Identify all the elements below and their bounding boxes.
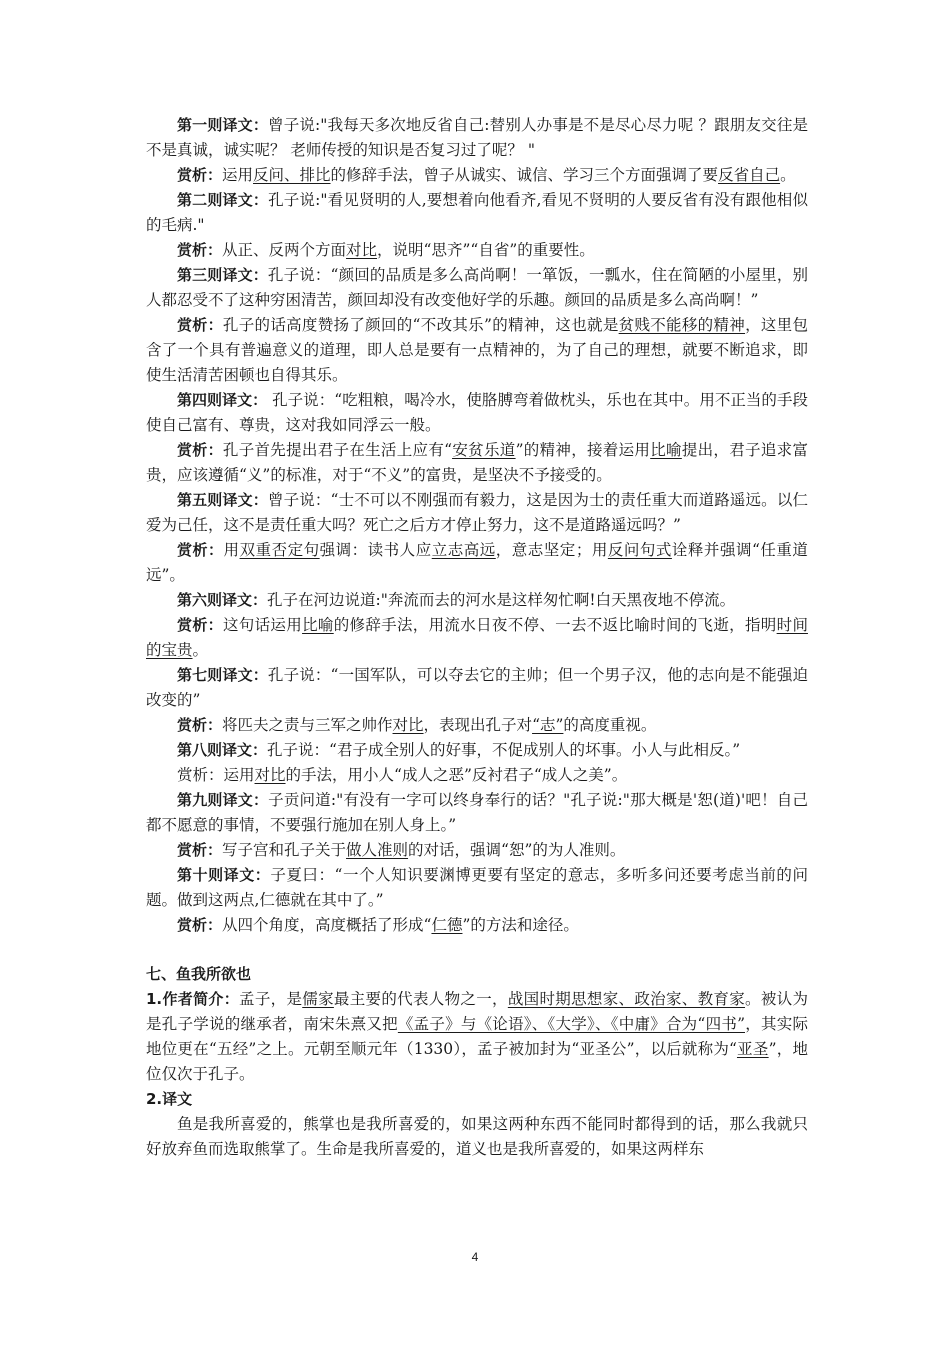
underlined-term: 比喻	[650, 441, 682, 459]
underlined-term: 反问句式	[607, 541, 672, 559]
text-run: 提出，君子追求富贵，应该遵循“义”的标准，对于“不义”的富贵，是坚决不予接受的。	[146, 441, 808, 484]
text-run: 孔子说：“颜回的品质是多么高尚啊！一箪饭，一瓢水，住在简陋的小屋里，别人都忍受不了这种穷困清苦，颜回却没有改变他好学的乐趣。颜回的品质是多么高尚啊！”	[146, 266, 808, 309]
paragraph-label: 第六则译文：	[177, 591, 268, 609]
text-run: 。被认为是孔子学说的继承者，南宋朱熹又把	[146, 990, 808, 1033]
underlined-term: 比喻	[302, 616, 334, 634]
analysis-paragraph	[146, 763, 808, 788]
underlined-term: 亚圣	[736, 1040, 769, 1058]
translation-paragraph	[146, 488, 808, 538]
text-run: ，其实际地位更在“五经”之上。元朝至顺元年（1330），孟子被加封为“亚圣公”，以后就称为“	[146, 1015, 808, 1058]
text-run: 的高度重视。	[563, 716, 657, 734]
underlined-term: “志”	[532, 716, 564, 734]
text-run: ”的方法和途径。	[462, 916, 579, 934]
text-run: 从四个角度，高度概括了形成“	[222, 916, 432, 934]
underlined-term: 立志高远	[431, 541, 496, 559]
translation-text: 鱼是我所喜爱的，熊掌也是我所喜爱的，如果这两种东西不能同时都得到的话，那么我就只好放弃鱼而选取熊掌了。生命是我所喜爱的，道义也是我所喜爱的，如果这两样东	[146, 1115, 808, 1158]
underlined-term: 对比	[346, 241, 378, 259]
paragraph-label: 第九则译文：	[177, 791, 269, 809]
paragraph-label: 赏析：	[177, 166, 223, 184]
page-number: 4	[471, 1250, 479, 1264]
text-run: 子贡问道:"有没有一字可以终身奉行的话？"孔子说:"那大概是'恕(道)'吧！自己都不愿意的事情，不要强行施加在别人身上。”	[146, 791, 808, 834]
text-run: ”的精神，接着运用	[515, 441, 651, 459]
text-run: 诠释并强调“任重道远”。	[146, 541, 808, 584]
paragraph-label: 第二则译文：	[177, 191, 269, 209]
analysis-paragraph	[146, 538, 808, 588]
underlined-term: 仁德	[431, 916, 463, 934]
paragraph-label: 第四则译文：	[177, 391, 268, 409]
text-run: ，这里包含了一个具有普遍意义的道理，即人总是要有一点精神的，为了自己的理想，就要不断追求，即使生活清苦困顿也自得其乐。	[146, 316, 808, 384]
paragraph-label: 第十则译文：	[177, 866, 271, 884]
paragraph-label: 赏析：	[177, 716, 223, 734]
text-run: 孔子说：“一国军队，可以夺去它的主帅；但一个男子汉，他的志向是不能强迫改变的”	[146, 666, 808, 709]
analysis-paragraph	[146, 313, 808, 388]
analysis-paragraph	[146, 438, 808, 488]
underlined-term: 安贫乐道	[452, 441, 516, 459]
translation-paragraph	[146, 113, 808, 163]
paragraph-label: 第七则译文：	[177, 666, 268, 684]
text-run: 的修辞手法，曾子从诚实、诚信、学习三个方面强调了要	[330, 166, 719, 184]
paragraph-label: 第三则译文：	[177, 266, 268, 284]
text-run: 运用	[222, 166, 254, 184]
underlined-term: 儒家	[302, 990, 334, 1008]
text-run: 。	[192, 641, 209, 659]
translation-paragraph	[146, 788, 808, 838]
text-run: 的手法，用小人“成人之恶”反衬君子“成人之美”。	[285, 766, 628, 784]
text-run: 写子宫和孔子关于	[222, 841, 347, 859]
text-run: 孔子说:"看见贤明的人,要想着向他看齐,看见不贤明的人要反省有没有跟他相似的毛病."	[146, 191, 808, 234]
paragraph-label: 第八则译文：	[177, 741, 268, 759]
paragraph-label: 赏析：	[177, 616, 223, 634]
text-run: 用	[223, 541, 240, 559]
paragraph-label: 第一则译文：	[177, 116, 269, 134]
text-run: 从正、反两个方面	[222, 241, 347, 259]
text-run: 这句话运用	[222, 616, 303, 634]
paragraph-label: 赏析：	[177, 441, 223, 459]
translation-paragraph	[146, 738, 808, 763]
paragraph-label: 赏析：	[177, 841, 223, 859]
author-intro-label: 1.作者简介：	[146, 990, 240, 1008]
text-run: 曾子说:"我每天多次地反省自己:替别人办事是不是尽心尽力呢 ？跟朋友交往是不是真诚，诚实呢？ 老师传授的知识是否复习过了呢？ "	[146, 116, 808, 159]
text-run: 孔子在河边说道:"奔流而去的河水是这样匆忙啊!白天黑夜地不停流。	[267, 591, 736, 609]
translation-paragraph	[146, 188, 808, 238]
analysis-paragraph	[146, 713, 808, 738]
analects-translations	[146, 113, 808, 938]
text-run: 赏析：运用	[177, 766, 255, 784]
underlined-term: 对比	[254, 766, 286, 784]
analysis-paragraph	[146, 913, 808, 938]
text-run: 孔子说：“吃粗粮，喝冷水，使胳膊弯着做枕头，乐也在其中。用不正当的手段使自己富有、尊贵，这对我如同浮云一般。	[146, 391, 808, 434]
underlined-term: 反问、排比	[253, 166, 331, 184]
text-run: ，说明“思齐”“自省”的重要性。	[377, 241, 595, 259]
text-run: 。	[780, 166, 796, 184]
underlined-term: 贫贱不能移的精神	[618, 316, 746, 334]
translation-paragraph	[146, 388, 808, 438]
underlined-term: 时间的宝贵	[146, 616, 808, 659]
text-run: 孔子说：“君子成全别人的好事，不促成别人的坏事。小人与此相反。”	[267, 741, 741, 759]
text-run: 孔子首先提出君子在生活上应有“	[222, 441, 453, 459]
analysis-paragraph	[146, 613, 808, 663]
text-run: 强调：读书人应	[319, 541, 432, 559]
page-content	[146, 113, 808, 1162]
paragraph-label: 赏析：	[177, 916, 223, 934]
underlined-term: 对比	[392, 716, 424, 734]
translation-paragraph	[146, 263, 808, 313]
section-title: 七、鱼我所欲也	[146, 965, 252, 983]
analysis-paragraph	[146, 838, 808, 863]
text-run: ，表现出孔子对	[423, 716, 533, 734]
text-run: 曾子说：“士不可以不刚强而有毅力，这是因为士的责任重大而道路遥远。以仁爱为己任，这不是责任重大吗？死亡之后方才停止努力，这不是道路遥远吗？”	[146, 491, 808, 534]
text-run: ”，地位仅次于孔子。	[146, 1040, 808, 1083]
underlined-term: 双重否定句	[239, 541, 320, 559]
translation-paragraph	[146, 588, 808, 613]
text-run: 孟子，是	[239, 990, 303, 1008]
text-run: 子夏曰：“一个人知识要渊博更要有坚定的意志，多听多问还要考虑当前的问题。做到这两点,仁德就在其中了。”	[146, 866, 808, 909]
text-run: 孔子的话高度赞扬了颜回的“不改其乐”的精神，这也就是	[222, 316, 619, 334]
underlined-term: 做人准则	[346, 841, 409, 859]
paragraph-label: 赏析：	[177, 541, 224, 559]
translation-paragraph	[146, 863, 808, 913]
author-intro-text	[146, 990, 808, 1083]
translation-heading: 2.译文	[146, 1090, 193, 1108]
paragraph-label: 赏析：	[177, 316, 223, 334]
underlined-term: 《孟子》与《论语》、《大学》、《中庸》合为“四书”	[397, 1015, 745, 1033]
analysis-paragraph	[146, 163, 808, 188]
section-gap	[146, 938, 808, 962]
text-run: 的对话，强调“恕”的为人准则。	[408, 841, 626, 859]
text-run: 的修辞手法，用流水日夜不停、一去不返比喻时间的飞逝，指明	[333, 616, 777, 634]
text-run: 最主要的代表人物之一，	[333, 990, 508, 1008]
underlined-term: 反省自己	[718, 166, 781, 184]
paragraph-label: 赏析：	[177, 241, 223, 259]
paragraph-label: 第五则译文：	[177, 491, 268, 509]
underlined-term: 战国时期思想家、政治家、教育家	[507, 990, 746, 1008]
translation-paragraph	[146, 663, 808, 713]
text-run: ，意志坚定；用	[495, 541, 608, 559]
text-run: 将匹夫之责与三军之帅作	[222, 716, 393, 734]
author-intro	[146, 987, 808, 1087]
analysis-paragraph	[146, 238, 808, 263]
